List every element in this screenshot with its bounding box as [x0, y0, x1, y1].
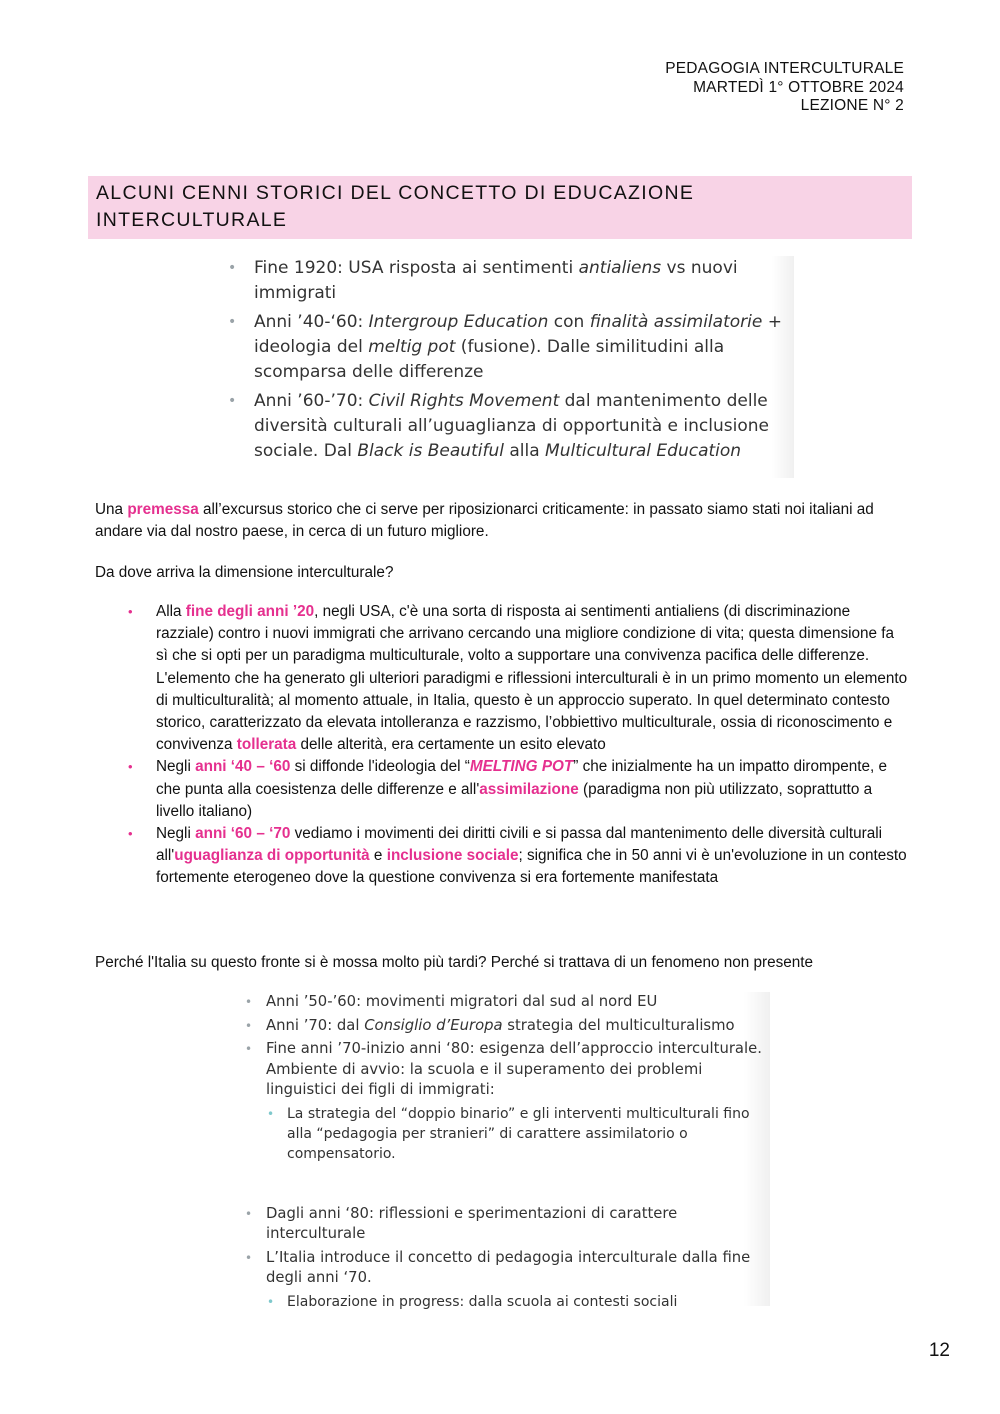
bullet-dot-icon: • — [228, 260, 237, 276]
paragraph-italy-question — [95, 952, 907, 974]
pink-bullet-icon: • — [128, 604, 133, 619]
section-title — [88, 176, 912, 239]
slide1-item-2 — [228, 310, 794, 385]
text: Alla — [156, 603, 186, 620]
bullet-dot-icon: • — [245, 1206, 253, 1221]
text: (fusione). Dalle similitudini alla scomparsa delle differenze — [254, 337, 725, 382]
text-italic: Civil Rights Movement — [368, 391, 560, 411]
text: Anni ’40-‘60: — [254, 312, 369, 332]
text: Anni ’60-’70: — [254, 391, 369, 411]
highlight: inclusione sociale — [386, 847, 519, 865]
slide2-item-3 — [245, 1039, 770, 1101]
bullet-dot-icon: • — [228, 314, 237, 330]
paragraph-premessa — [95, 499, 907, 543]
bullet-dot-icon: • — [245, 1018, 253, 1033]
slide-image-1 — [228, 256, 794, 478]
header-date: MARTEDÌ 1° OTTOBRE 2024 — [693, 78, 904, 96]
text: si diffonde l'ideologia del “ — [290, 758, 470, 776]
highlight-melting-pot: MELTING POT — [469, 758, 574, 776]
text: delle alterità, era certamente un esito elevato — [296, 736, 606, 754]
text: all’excursus storico che ci serve per riposizionarci criticamente: in passato siamo stati noi italiani ad andare via dal nostro paese, in cerca di un futuro migliore. — [95, 501, 874, 541]
section-title-line2: INTERCULTURALE — [96, 209, 288, 231]
page-header — [665, 60, 904, 116]
text-italic: meltig pot — [368, 337, 456, 357]
italy-question-text: Perché l'Italia su questo fronte si è mossa molto più tardi? Perché si trattava di un fenomeno non presente — [95, 954, 814, 971]
text: Negli — [156, 758, 196, 776]
question-text: Da dove arriva la dimensione interculturale? — [95, 564, 394, 581]
text: Anni ’50-’60: movimenti migratori dal sud al nord EU — [266, 993, 658, 1010]
text: Fine 1920: USA risposta ai sentimenti — [254, 258, 579, 278]
pink-bullet-icon: • — [128, 826, 133, 842]
header-lesson: LEZIONE N° 2 — [800, 97, 904, 114]
paragraph-question — [95, 562, 907, 584]
highlight: anni ‘40 – ‘60 — [195, 758, 291, 776]
history-bullet-list — [128, 601, 908, 890]
text: strategia del multiculturalismo — [502, 1016, 735, 1034]
bullet-dot-icon: • — [245, 1042, 253, 1056]
slide1-item-1 — [228, 256, 794, 306]
text: ; significa che in 50 anni vi è un'evoluzione in un contesto fortemente eterogeneo dove la questione convivenza si era fortemente manifestata — [156, 847, 907, 887]
text: Dagli anni ‘80: riflessioni e sperimentazioni di carattere interculturale — [266, 1204, 678, 1242]
text: dal mantenimento delle diversità culturali all’uguaglianza di opportunità e inclusione sociale. Dal — [254, 391, 769, 461]
bullet-dot-icon: • — [267, 1294, 275, 1309]
text: + ideologia del — [254, 312, 782, 357]
text: vediamo i movimenti dei diritti civili e si passa dal mantenimento delle diversità culturali all' — [156, 825, 883, 865]
slide1-list — [228, 256, 794, 464]
page-number: 12 — [928, 1340, 950, 1361]
highlight-premessa: premessa — [127, 501, 199, 518]
highlight: assimilazione — [479, 780, 579, 798]
slide2-subitem-3 — [245, 1104, 770, 1164]
section-title-line1: ALCUNI CENNI STORICI DEL CONCETTO DI EDUCAZIONE — [96, 182, 695, 204]
text: Anni ’70: dal — [266, 1016, 365, 1034]
bullet-item-1 — [128, 601, 908, 756]
text-italic: Black is Beautiful — [357, 441, 504, 461]
slide-image-2 — [245, 992, 770, 1310]
text: Fine anni ’70-inizio anni ‘80: esigenza dell’approccio interculturale. Ambiente di avvio: la scuola e il superamento dei problemi linguistici dei figli di immigrati: — [266, 1040, 762, 1098]
pink-bullet-icon: • — [128, 759, 133, 775]
text: (paradigma non più utilizzato, soprattutto a livello italiano) — [156, 780, 873, 820]
highlight: uguaglianza di opportunità — [174, 847, 370, 865]
highlight: tollerata — [236, 736, 297, 754]
text: alla — [503, 441, 546, 461]
bullet-dot-icon: • — [267, 1106, 275, 1121]
slide2-item-4 — [245, 1204, 770, 1245]
slide2-list — [245, 992, 770, 1312]
slide2-subitem-5 — [245, 1292, 770, 1312]
bullet-item-3 — [128, 823, 908, 890]
text: La strategia del “doppio binario” e gli interventi multiculturali fino alla “pedagogia per stranieri” di carattere assimilatorio o compensatorio. — [287, 1105, 750, 1162]
text: Negli — [156, 825, 196, 843]
text: vs nuovi immigrati — [254, 258, 738, 303]
slide1-item-3 — [228, 389, 794, 464]
slide2-item-5 — [245, 1248, 770, 1289]
text-italic: Intergroup Education — [368, 312, 549, 332]
bullet-dot-icon: • — [245, 995, 253, 1009]
text: L’Italia introduce il concetto di pedagogia interculturale dalla fine degli anni ‘70. — [266, 1248, 751, 1286]
text-italic: finalità assimilatorie — [589, 312, 763, 332]
header-course: PEDAGOGIA INTERCULTURALE — [665, 60, 904, 77]
slide2-item-1 — [245, 992, 770, 1013]
bullet-dot-icon: • — [228, 393, 237, 409]
text: Una — [95, 501, 128, 518]
text: , negli USA, c'è una sorta di risposta ai sentimenti antialiens (di discriminazione razziale) contro i nuovi immigrati che arrivano cercando una migliore condizione di vita; questa dimensione fa sì che si opti per un paradigma multiculturale, volto a supportare una convivenza pacifica delle differenze. L'elemento che ha generato gli ulteriori paradigmi e riflessioni interculturali è in un primo momento un elemento di multiculturalità; al momento attuale, in Italia, questo è un approccio superato. In quel determinato contesto storico, caratterizzato da elevata intolleranza e razzismo, l’obbiettivo multiculturale, ossia di riconoscimento e convivenza — [156, 603, 908, 754]
text: con — [548, 312, 590, 332]
text-italic: Consiglio d’Europa — [364, 1016, 503, 1034]
bullet-dot-icon: • — [245, 1250, 253, 1265]
text: ” che inizialmente ha un impatto dirompente, e che punta alla coesistenza delle differenze e all' — [156, 758, 888, 798]
highlight: fine degli anni ’20 — [185, 603, 315, 620]
text-italic: antialiens — [578, 258, 662, 278]
text-italic: Multicultural Education — [545, 441, 742, 461]
bullet-item-2 — [128, 756, 908, 823]
highlight: anni ‘60 – ‘70 — [195, 825, 291, 843]
slide2-item-2 — [245, 1016, 770, 1037]
text: Elaborazione in progress: dalla scuola ai contesti sociali — [287, 1293, 678, 1310]
text: e — [369, 847, 387, 865]
